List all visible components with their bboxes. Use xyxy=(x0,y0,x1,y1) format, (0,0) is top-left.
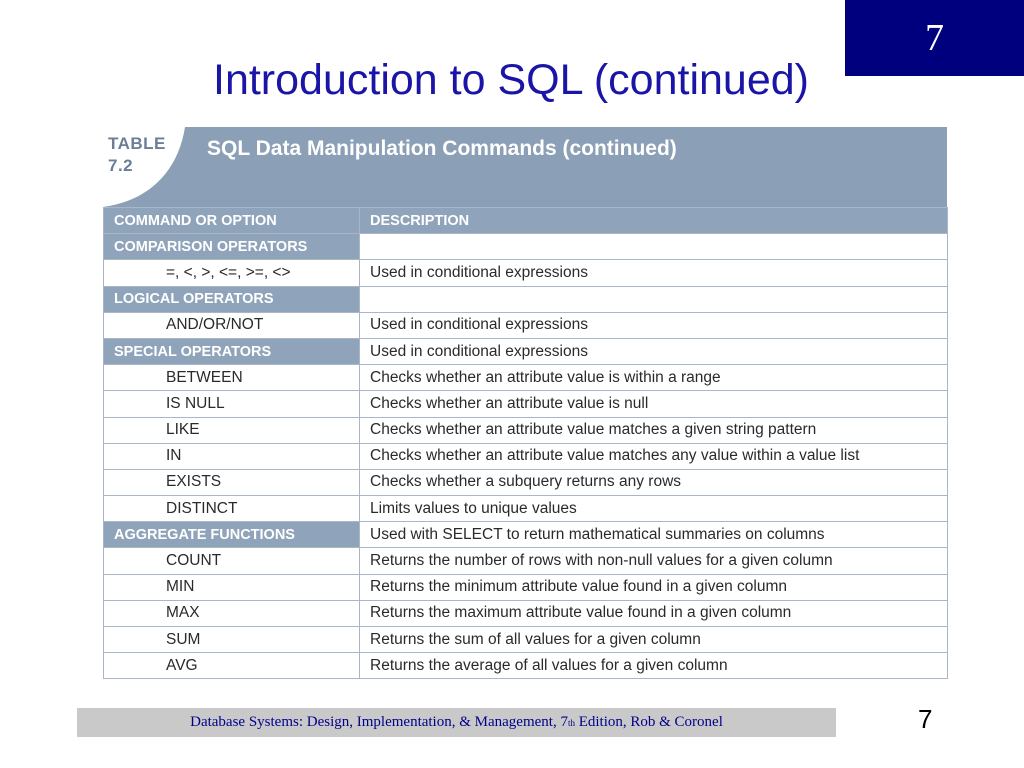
description-cell: Checks whether an attribute value is within a range xyxy=(360,365,948,391)
footer-text-after: Edition, Rob & Coronel xyxy=(574,714,723,730)
column-header-description: DESCRIPTION xyxy=(360,208,948,234)
table-row xyxy=(104,417,948,443)
description-cell: Checks whether an attribute value matches any value within a value list xyxy=(360,443,948,469)
command-cell: BETWEEN xyxy=(104,365,360,391)
command-cell: AND/OR/NOT xyxy=(104,312,360,338)
column-header-command: COMMAND OR OPTION xyxy=(104,208,360,234)
table-row xyxy=(104,496,948,522)
sql-commands-table xyxy=(103,127,947,699)
command-cell: LIKE xyxy=(104,417,360,443)
category-row xyxy=(104,338,948,364)
command-grid xyxy=(103,207,948,679)
description-cell: Returns the minimum attribute value found in a given column xyxy=(360,574,948,600)
command-cell: DISTINCT xyxy=(104,496,360,522)
command-cell: MIN xyxy=(104,574,360,600)
description-cell: Limits values to unique values xyxy=(360,496,948,522)
category-name-cell: AGGREGATE FUNCTIONS xyxy=(104,522,360,548)
category-row xyxy=(104,234,948,260)
command-cell: EXISTS xyxy=(104,469,360,495)
description-cell: Returns the number of rows with non-null values for a given column xyxy=(360,548,948,574)
description-cell: Checks whether an attribute value is null xyxy=(360,391,948,417)
description-cell: Returns the sum of all values for a given column xyxy=(360,627,948,653)
table-row xyxy=(104,443,948,469)
description-cell: Used with SELECT to return mathematical summaries on columns xyxy=(360,522,948,548)
column-header-row xyxy=(104,208,948,234)
command-grid-body xyxy=(104,208,948,679)
description-cell: Used in conditional expressions xyxy=(360,338,948,364)
table-row xyxy=(104,653,948,679)
table-row xyxy=(104,391,948,417)
table-row xyxy=(104,469,948,495)
table-row xyxy=(104,600,948,626)
description-cell: Checks whether a subquery returns any rows xyxy=(360,469,948,495)
command-cell: SUM xyxy=(104,627,360,653)
slide-number-badge: 7 xyxy=(845,0,1024,76)
table-row xyxy=(104,627,948,653)
footer-citation xyxy=(77,708,836,737)
description-cell: Used in conditional expressions xyxy=(360,260,948,286)
footer-superscript: th xyxy=(567,717,575,728)
description-cell xyxy=(360,286,948,312)
description-cell: Returns the maximum attribute value found in a given column xyxy=(360,600,948,626)
command-cell: IN xyxy=(104,443,360,469)
command-cell: MAX xyxy=(104,600,360,626)
table-row xyxy=(104,574,948,600)
description-cell xyxy=(360,234,948,260)
category-name-cell: SPECIAL OPERATORS xyxy=(104,338,360,364)
table-label-number: 7.2 xyxy=(108,156,134,175)
table-row xyxy=(104,365,948,391)
table-number-label xyxy=(108,133,166,177)
command-cell: =, <, >, <=, >=, <> xyxy=(104,260,360,286)
table-row xyxy=(104,548,948,574)
command-cell: AVG xyxy=(104,653,360,679)
category-name-cell: LOGICAL OPERATORS xyxy=(104,286,360,312)
command-cell: COUNT xyxy=(104,548,360,574)
category-name-cell: COMPARISON OPERATORS xyxy=(104,234,360,260)
description-cell: Returns the average of all values for a given column xyxy=(360,653,948,679)
footer-text-before: Database Systems: Design, Implementation, & Management, 7 xyxy=(190,714,568,730)
table-label-word: TABLE xyxy=(108,134,166,153)
slide-title-text: Introduction to SQL (continued) xyxy=(213,56,809,104)
table-row xyxy=(104,260,948,286)
category-row xyxy=(104,522,948,548)
table-row xyxy=(104,312,948,338)
category-row xyxy=(104,286,948,312)
table-header-band xyxy=(103,127,947,207)
slide-title xyxy=(0,52,1024,108)
description-cell: Checks whether an attribute value matches a given string pattern xyxy=(360,417,948,443)
page-number: 7 xyxy=(918,704,933,734)
description-cell: Used in conditional expressions xyxy=(360,312,948,338)
table-title: SQL Data Manipulation Commands (continued) xyxy=(207,137,677,160)
command-cell: IS NULL xyxy=(104,391,360,417)
